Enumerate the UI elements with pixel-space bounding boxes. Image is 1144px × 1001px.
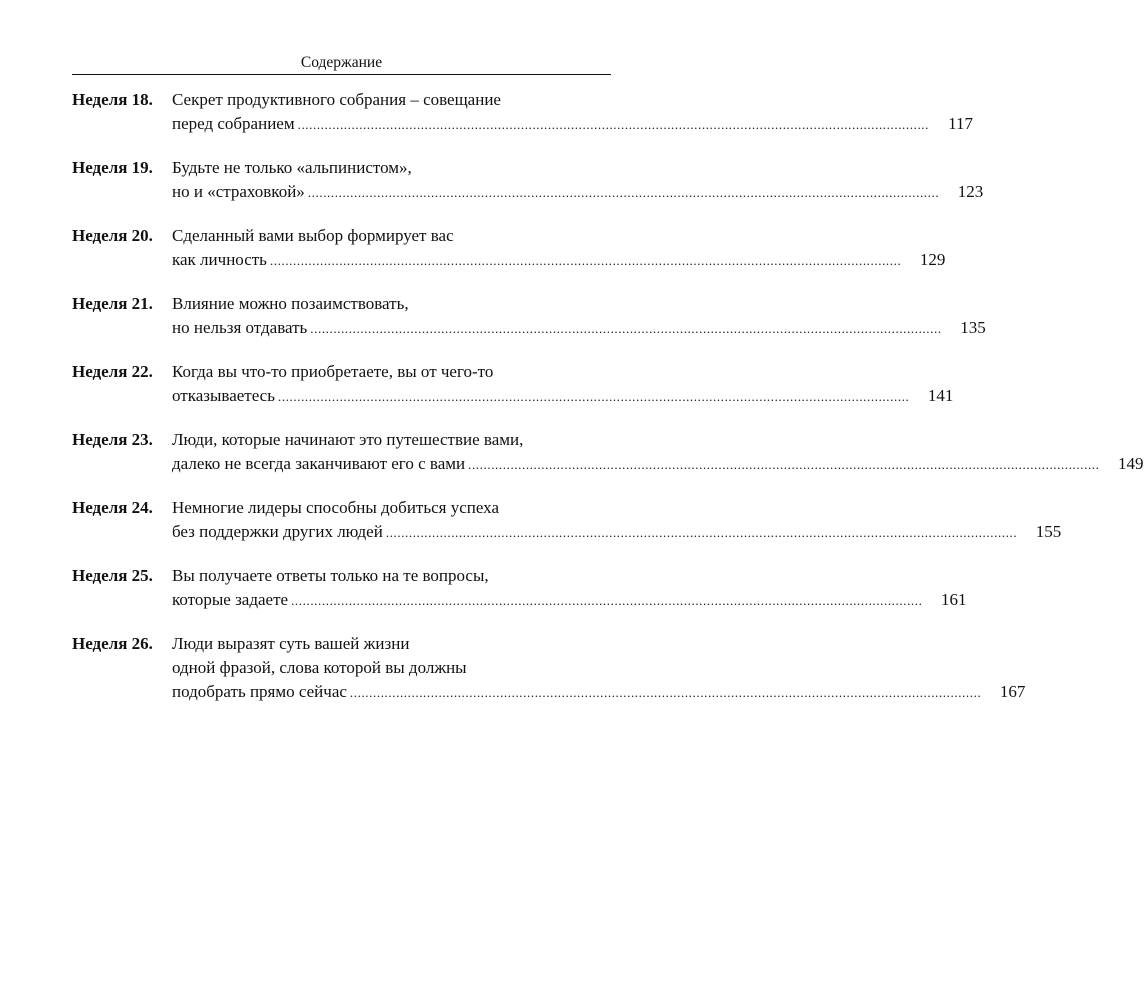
page-number: 135 xyxy=(960,318,986,337)
page-number: 129 xyxy=(919,250,946,269)
title-line: Люди, которые начинают это путешествие вами, xyxy=(172,430,524,449)
toc-entry xyxy=(72,632,1026,705)
title-line: без поддержки других людей xyxy=(172,522,383,541)
toc-entry xyxy=(72,156,984,205)
toc-entry xyxy=(72,292,986,341)
title-line: далеко не всегда заканчивают его с вами xyxy=(172,454,466,473)
dot-leader xyxy=(310,317,941,341)
page-number: 117 xyxy=(948,114,974,133)
entry-title xyxy=(172,360,953,409)
week-label: Неделя 21. xyxy=(72,294,153,313)
entry-title xyxy=(172,496,1061,545)
title-line: которые задаете xyxy=(172,590,289,609)
week-label: Неделя 25. xyxy=(72,566,153,585)
title-line: Когда вы что-то приобретаете, вы от чего-то xyxy=(172,362,494,381)
entry-title xyxy=(172,564,966,613)
toc-entry xyxy=(72,428,1144,477)
entry-title xyxy=(172,224,945,273)
page-number: 123 xyxy=(957,182,984,201)
week-label: Неделя 23. xyxy=(72,430,153,449)
title-line: подобрать прямо сейчас xyxy=(172,682,347,701)
week-label: Неделя 26. xyxy=(72,634,153,653)
title-line: Вы получаете ответы только на те вопросы, xyxy=(172,566,489,585)
toc-entry xyxy=(72,224,946,273)
title-line: Будьте не только «альпинистом», xyxy=(172,158,412,177)
title-line: Секрет продуктивного собрания – совещание xyxy=(172,90,501,109)
title-line: отказываетесь xyxy=(172,386,275,405)
dot-leader xyxy=(386,521,1017,545)
title-line: Люди выразят суть вашей жизни xyxy=(172,634,410,653)
title-line: но и «страховкой» xyxy=(172,182,305,201)
dot-leader xyxy=(291,589,922,613)
toc-entry xyxy=(72,496,1062,545)
page-number: 161 xyxy=(940,590,967,609)
entry-title xyxy=(172,156,983,205)
title-line: Влияние можно позаимствовать, xyxy=(172,294,409,313)
dot-leader xyxy=(350,681,981,705)
week-label: Неделя 22. xyxy=(72,362,153,381)
entry-title xyxy=(172,632,1025,705)
table-of-contents xyxy=(72,88,1144,724)
toc-entry xyxy=(72,564,967,613)
title-line: но нельзя отдавать xyxy=(172,318,308,337)
title-line: перед собранием xyxy=(172,114,295,133)
dot-leader xyxy=(308,181,939,205)
running-header: Содержание xyxy=(300,54,383,71)
toc-entry xyxy=(72,360,954,409)
title-line: Немногие лидеры способны добиться успеха xyxy=(172,498,500,517)
entry-title xyxy=(172,292,986,341)
title-line: как личность xyxy=(172,250,267,269)
entry-title xyxy=(172,88,973,137)
entry-title xyxy=(172,428,1144,477)
page-number: 141 xyxy=(927,386,954,405)
dot-leader xyxy=(270,249,901,273)
toc-entry xyxy=(72,88,974,137)
page-number: 149 xyxy=(1118,454,1144,473)
title-line: одной фразой, слова которой вы должны xyxy=(172,658,467,677)
page-number: 155 xyxy=(1035,522,1062,541)
week-label: Неделя 18. xyxy=(72,90,153,109)
page-number: 167 xyxy=(999,682,1026,701)
header-rule xyxy=(72,74,611,75)
title-line: Сделанный вами выбор формирует вас xyxy=(172,226,454,245)
dot-leader xyxy=(468,453,1099,477)
week-label: Неделя 20. xyxy=(72,226,153,245)
dot-leader xyxy=(278,385,909,409)
week-label: Неделя 19. xyxy=(72,158,153,177)
week-label: Неделя 24. xyxy=(72,498,153,517)
dot-leader xyxy=(298,113,929,137)
